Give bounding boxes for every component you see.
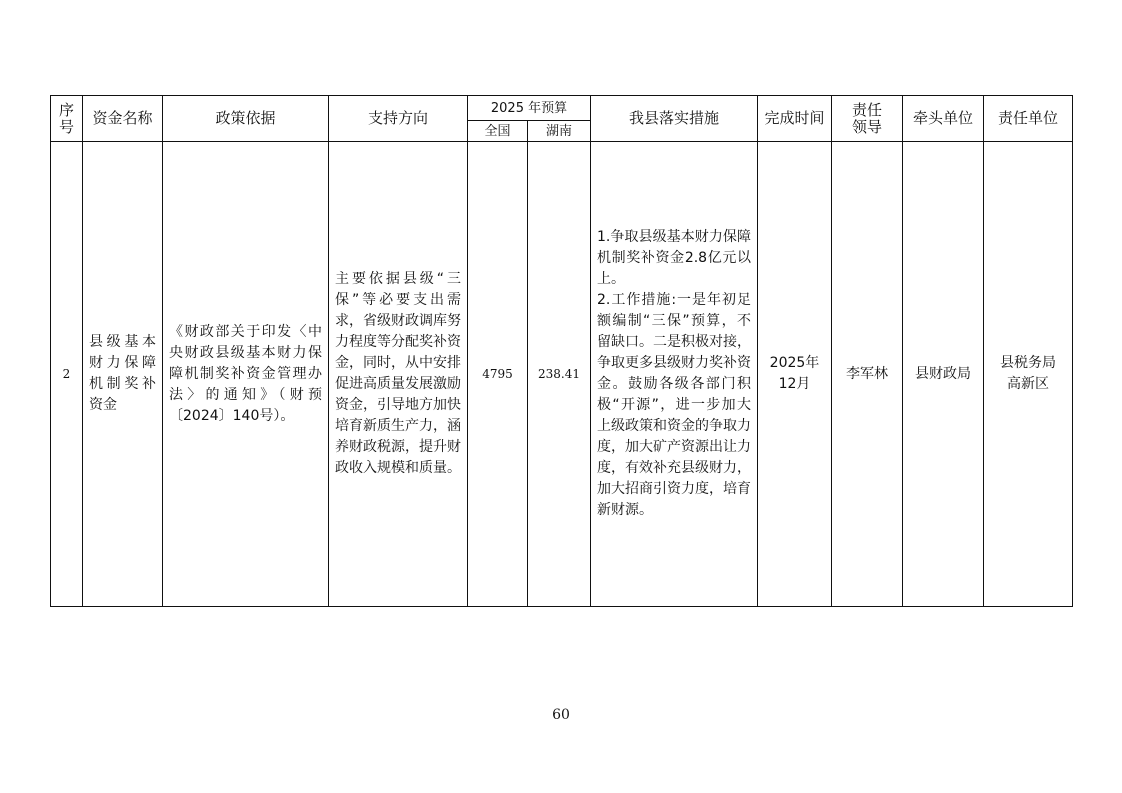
cell-seq: 2 <box>51 142 83 607</box>
header-row <box>51 96 1073 121</box>
responsible-unit-2: 高新区 <box>1007 376 1049 392</box>
header-fund-name: 资金名称 <box>83 96 163 142</box>
header-completion-time: 完成时间 <box>758 96 832 142</box>
responsible-unit-1: 县税务局 <box>1000 355 1056 371</box>
header-seq: 序号 <box>51 96 83 142</box>
cell-county-measures <box>591 142 758 607</box>
measures-item-2: 2.工作措施:一是年初足额编制“三保”预算，不留缺口。二是积极对接，争取更多县级财力奖补资金。鼓励各级各部门积极“开源”，进一步加大上级政策和资金的争取力度，加大矿产资源出让力度，有效补充县级财力，加大招商引资力度，培育新财源。 <box>597 292 751 518</box>
header-budget-national: 全国 <box>468 121 528 142</box>
cell-completion-time: 2025年12月 <box>758 142 832 607</box>
cell-responsible-leader: 李军林 <box>832 142 903 607</box>
header-support-direction: 支持方向 <box>329 96 468 142</box>
header-budget-hunan: 湖南 <box>528 121 591 142</box>
header-responsible-unit: 责任单位 <box>984 96 1073 142</box>
funds-table <box>50 95 1073 607</box>
cell-budget-national: 4795 <box>468 142 528 607</box>
header-lead-unit: 牵头单位 <box>903 96 984 142</box>
cell-fund-name: 县级基本财力保障机制奖补资金 <box>83 142 163 607</box>
page-number: 60 <box>552 707 570 723</box>
header-budget-2025: 2025 年预算 <box>468 96 591 121</box>
cell-policy-basis: 《财政部关于印发〈中央财政县级基本财力保障机制奖补资金管理办法〉的通知》（财预〔2024〕140号）。 <box>163 142 329 607</box>
measures-item-1: 1.争取县级基本财力保障机制奖补资金2.8亿元以上。 <box>597 229 751 287</box>
cell-lead-unit: 县财政局 <box>903 142 984 607</box>
header-county-measures: 我县落实措施 <box>591 96 758 142</box>
cell-responsible-unit <box>984 142 1073 607</box>
cell-budget-hunan: 238.41 <box>528 142 591 607</box>
header-responsible-leader: 责任领导 <box>832 96 903 142</box>
cell-support-direction: 主要依据县级“三保”等必要支出需求，省级财政调库努力程度等分配奖补资金，同时，从中安排促进高质量发展激励资金，引导地方加快培育新质生产力，涵养财政税源，提升财政收入规模和质量。 <box>329 142 468 607</box>
header-policy-basis: 政策依据 <box>163 96 329 142</box>
table-row <box>51 142 1073 607</box>
